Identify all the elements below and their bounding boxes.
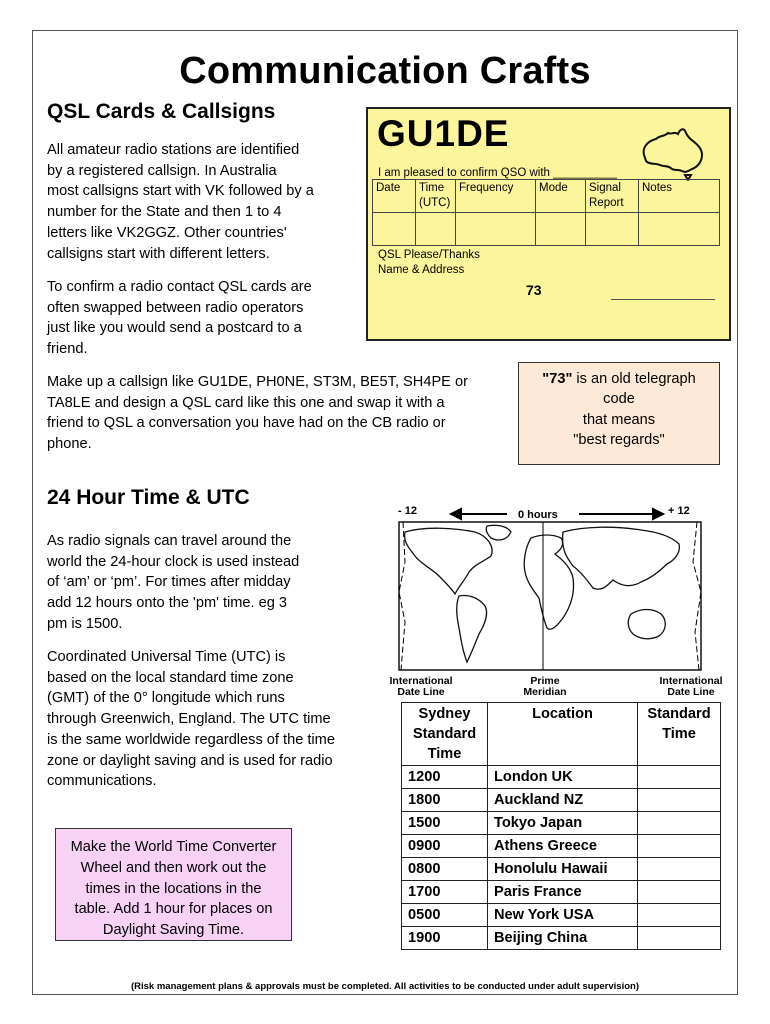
standard-time-cell xyxy=(638,789,721,812)
table-row xyxy=(402,881,721,904)
sydney-time-cell: 1500 xyxy=(402,812,488,835)
location-cell: New York USA xyxy=(488,904,638,927)
qsl-log-table xyxy=(372,179,720,246)
sydney-time-cell: 1200 xyxy=(402,766,488,789)
qsl-confirm-text: I am pleased to confirm QSO with __________ xyxy=(378,167,618,179)
world-map xyxy=(395,502,725,678)
qsl-cell xyxy=(536,213,586,246)
location-cell: Tokyo Japan xyxy=(488,812,638,835)
prime-meridian-label: Prime Meridian xyxy=(523,675,567,698)
qsl-col-notes: Notes xyxy=(639,180,720,213)
sydney-time-cell: 1800 xyxy=(402,789,488,812)
map-plus-12-label: + 12 xyxy=(668,505,690,517)
sydney-time-cell: 0500 xyxy=(402,904,488,927)
best-regards-note: "73" is an old telegraph code that means "best regards" xyxy=(518,362,720,465)
utc-heading: 24 Hour Time & UTC xyxy=(47,486,250,509)
qsl-card xyxy=(366,107,731,341)
map-zero-hours-label: 0 hours xyxy=(518,509,558,521)
location-cell: Athens Greece xyxy=(488,835,638,858)
qsl-col-date: Date xyxy=(373,180,416,213)
qsl-cell xyxy=(456,213,536,246)
qsl-heading: QSL Cards & Callsigns xyxy=(47,100,276,123)
qsl-callsign: GU1DE xyxy=(377,113,510,154)
qsl-paragraph-2: To confirm a radio contact QSL cards are often swapped between radio operators just like you would send a postcard to a friend. xyxy=(47,279,312,358)
table-row xyxy=(402,766,721,789)
table-row xyxy=(402,927,721,950)
location-cell: Paris France xyxy=(488,881,638,904)
sydney-time-cell: 0800 xyxy=(402,858,488,881)
standard-time-cell xyxy=(638,835,721,858)
table-row xyxy=(402,835,721,858)
location-cell: London UK xyxy=(488,766,638,789)
sydney-time-cell: 1700 xyxy=(402,881,488,904)
qsl-paragraph-1: All amateur radio stations are identified by a registered callsign. In Australia most callsigns start with VK followed by a number for the State and then 1 to 4 letters like VK2GGZ. Other countries' callsigns start with different letters. xyxy=(47,142,314,262)
col-header-standard-time: Standard Time xyxy=(638,703,721,766)
location-cell: Auckland NZ xyxy=(488,789,638,812)
qsl-name-address: Name & Address xyxy=(378,264,465,276)
col-header-location: Location xyxy=(488,703,638,766)
qsl-sign-off: 73 xyxy=(526,282,542,298)
time-arrow-right-icon xyxy=(579,509,663,519)
utc-paragraph-2: Coordinated Universal Time (UTC) is based on the local standard time zone (GMT) of the 0° longitude which runs through Greenwich, England. The UTC time is the same worldwide regardless of the time zone or daylight saving and is used for radio communications. xyxy=(47,649,335,790)
qsl-col-time: Time (UTC) xyxy=(416,180,456,213)
qsl-col-frequency: Frequency xyxy=(456,180,536,213)
qsl-col-signal: Signal Report xyxy=(586,180,639,213)
world-time-converter-note: Make the World Time Converter Wheel and then work out the times in the locations in the table. Add 1 hour for places on Daylight Saving Time. xyxy=(55,828,292,941)
qsl-cell xyxy=(373,213,416,246)
international-date-line-left: International Date Line xyxy=(389,675,453,698)
table-row xyxy=(402,812,721,835)
page-title: Communication Crafts xyxy=(179,50,591,92)
standard-time-cell xyxy=(638,858,721,881)
qsl-please-thanks: QSL Please/Thanks xyxy=(378,249,480,261)
international-date-line-right: International Date Line xyxy=(659,675,723,698)
qsl-paragraph-3: Make up a callsign like GU1DE, PH0NE, ST3M, BE5T, SH4PE or TA8LE and design a QSL card like this one and swap it with a friend to QSL a conversation you have had on the CB radio or phone. xyxy=(47,374,468,453)
time-conversion-table xyxy=(401,702,721,950)
sydney-time-cell: 0900 xyxy=(402,835,488,858)
table-row xyxy=(402,789,721,812)
time-arrow-left-icon xyxy=(451,509,507,519)
map-minus-12-label: - 12 xyxy=(398,505,417,517)
utc-paragraph-1: As radio signals can travel around the world the 24-hour clock is used instead of ‘am’ or ‘pm’. For times after midday add 12 hours onto the 'pm' time. eg 3 pm is 1500. xyxy=(47,533,300,632)
australia-map-icon xyxy=(638,125,708,181)
footer-disclaimer: (Risk management plans & approvals must be completed. All activities to be conducted under adult supervision) xyxy=(130,981,639,992)
standard-time-cell xyxy=(638,881,721,904)
standard-time-cell xyxy=(638,904,721,927)
qsl-signature-line xyxy=(611,299,715,300)
col-header-sydney-time: Sydney Standard Time xyxy=(402,703,488,766)
qsl-cell xyxy=(416,213,456,246)
location-cell: Honolulu Hawaii xyxy=(488,858,638,881)
table-row xyxy=(402,858,721,881)
sydney-time-cell: 1900 xyxy=(402,927,488,950)
table-row xyxy=(402,904,721,927)
qsl-col-mode: Mode xyxy=(536,180,586,213)
standard-time-cell xyxy=(638,766,721,789)
standard-time-cell xyxy=(638,812,721,835)
qsl-cell xyxy=(639,213,720,246)
standard-time-cell xyxy=(638,927,721,950)
qsl-cell xyxy=(586,213,639,246)
location-cell: Beijing China xyxy=(488,927,638,950)
